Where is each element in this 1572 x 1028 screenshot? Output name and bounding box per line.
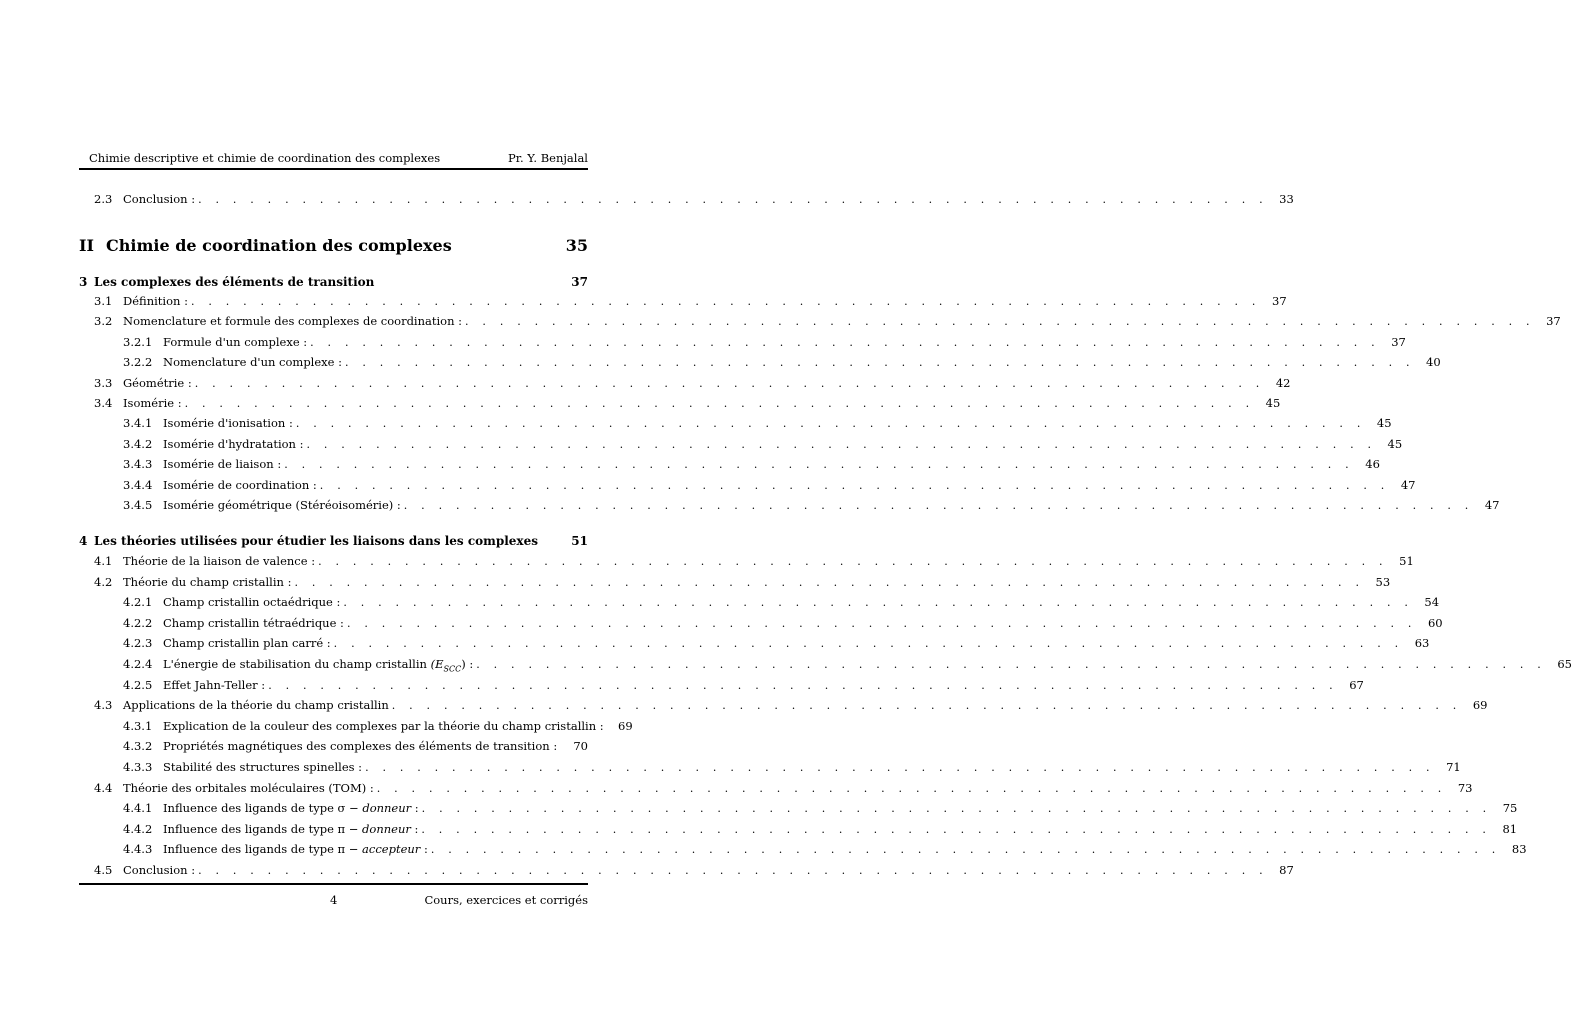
toc-entry-4-4-2[interactable] xyxy=(79,821,1518,837)
toc-entry-number: 3.2.2 xyxy=(123,355,153,370)
toc-entry-number: 3.4.2 xyxy=(123,436,153,451)
toc-entry-number: 4.4.2 xyxy=(123,821,153,836)
toc-entry-label: Effet Jahn-Teller : xyxy=(163,677,268,693)
toc-entry-label: Nomenclature d'un complexe : xyxy=(163,354,345,370)
toc-entry-page: 47 xyxy=(1400,477,1416,492)
toc-entry-4-2-5[interactable] xyxy=(79,677,1364,693)
toc-leader-dots: . . . . . . . . . . . . . . . . . . . . . . . . . . . . . . . . . . . . . . . . . . . . . . . . . . . . . . . . . . . . . . xyxy=(294,575,1365,589)
toc-entry-number: 3.4.5 xyxy=(123,498,153,512)
toc-entry-number: 2.3 xyxy=(94,192,113,206)
header-author: Pr. Y. Benjalal xyxy=(507,151,588,165)
toc-entry-label: Influence des ligands de type σ − donneur : xyxy=(163,800,422,816)
toc-entry-label: Explication de la couleur des complexes par la théorie du champ cristallin : xyxy=(163,718,607,734)
toc-entry-label: Champ cristallin plan carré : xyxy=(163,635,334,651)
toc-entry-number: 4.1 xyxy=(94,554,113,568)
toc-entry-4-3-3[interactable] xyxy=(79,759,1461,775)
header-rule xyxy=(79,168,588,170)
toc-entry-number: 4.2 xyxy=(94,574,113,589)
toc-entry-label: Influence des ligands de type π − donneur : xyxy=(163,821,421,837)
toc-leader-dots: . . . . . . . . . . . . . . . . . . . . . . . . . . . . . . . . . . . . . . . . . . . . . . . . . . . . . . . . . . . . . . xyxy=(391,699,1462,713)
toc-entry-label: Isomérie de liaison : xyxy=(163,456,284,472)
toc-entry-number: 4.2.2 xyxy=(123,615,153,630)
toc-entry-page: 87 xyxy=(1279,863,1294,877)
toc-entry-3-4-5[interactable] xyxy=(79,497,1500,513)
toc-entry-number: 3.4.1 xyxy=(123,416,153,431)
toc-entry-page: 69 xyxy=(1472,698,1488,713)
toc-entry-label: Isomérie d'hydratation : xyxy=(163,436,307,452)
toc-leader-dots: . . . . . . . . . . . . . . . . . . . . . . . . . . . . . . . . . . . . . . . . . . . . . . . . . . . . . . . . . . . . . . xyxy=(190,295,1261,308)
toc-entry-label: Définition : xyxy=(123,293,191,309)
toc-entry-label: Formule d'un complexe : xyxy=(163,334,310,350)
toc-entry-number: 3.4.3 xyxy=(123,457,153,472)
toc-leader-dots: . . . . . . . . . . . . . . . . . . . . . . . . . . . . . . . . . . . . . . . . . . . . . . . . . . . . . . . . . . . . . . xyxy=(376,781,1447,795)
toc-entry-page: 33 xyxy=(1279,192,1294,206)
toc-entry-page: 73 xyxy=(1457,780,1473,795)
toc-entry-3-2-2[interactable] xyxy=(79,354,1441,370)
toc-entry-4-3[interactable] xyxy=(79,697,1488,713)
toc-entry-number: 4.3 xyxy=(94,698,113,713)
toc-entry-label: Géométrie : xyxy=(123,375,195,391)
toc-entry-page: 42 xyxy=(1275,375,1291,390)
toc-entry-page: 45 xyxy=(1387,436,1403,451)
toc-leader-dots: . . . . . . . . . . . . . . . . . . . . . . . . . . . . . . . . . . . . . . . . . . . . . . . . . . . . . . . . . . . . . . xyxy=(430,843,1501,857)
toc-entry-number: 4.3.2 xyxy=(123,739,153,754)
toc-entry-number: 3.4.4 xyxy=(123,477,153,492)
toc-entry-label: Influence des ligands de type π − accepteur : xyxy=(163,841,431,857)
toc-entry-label: Champ cristallin tétraédrique : xyxy=(163,615,347,631)
part-page: 35 xyxy=(565,236,588,255)
toc-entry-3-2-1[interactable] xyxy=(79,334,1406,350)
toc-entry-4-4[interactable] xyxy=(79,780,1473,796)
toc-leader-dots: . . . . . . . . . . . . . . . . . . . . . . . . . . . . . . . . . . . . . . . . . . . . . . . . . . . . . . . . . . . . . . xyxy=(476,658,1546,671)
toc-entry-3-3[interactable] xyxy=(79,375,1291,391)
part-title: Chimie de coordination des complexes xyxy=(106,236,452,255)
toc-entry-page: 65 xyxy=(1557,657,1572,671)
toc-entry-4-3-2[interactable] xyxy=(79,738,588,754)
toc-entry-page: 70 xyxy=(573,739,588,754)
toc-entry-4-4-1[interactable] xyxy=(79,800,1518,816)
toc-entry-number: 4.4 xyxy=(94,780,113,795)
toc-entry-4-1[interactable] xyxy=(79,553,1414,569)
toc-entry-3-4[interactable] xyxy=(79,395,1281,411)
toc-entry-3-1[interactable] xyxy=(79,293,1287,309)
toc-entry-page: 40 xyxy=(1426,355,1441,370)
toc-entry-page: 60 xyxy=(1427,615,1443,630)
toc-entry-page: 46 xyxy=(1365,457,1380,472)
toc-entry-number: 4.4.3 xyxy=(123,842,153,857)
toc-entry-4-4-3[interactable] xyxy=(79,841,1527,857)
toc-entry-label: Applications de la théorie du champ cristallin xyxy=(123,697,392,713)
toc-entry-number: 4.5 xyxy=(94,863,113,877)
toc-entry-page: 45 xyxy=(1376,416,1392,431)
toc-entry-label: Théorie des orbitales moléculaires (TOM) : xyxy=(123,780,377,796)
running-header xyxy=(79,151,588,165)
toc-entry-label: Stabilité des structures spinelles : xyxy=(163,759,365,775)
toc-entry-page: 47 xyxy=(1484,498,1500,512)
toc-entry-page: 54 xyxy=(1424,595,1440,610)
toc-entry-page: 51 xyxy=(1399,554,1414,568)
toc-part-II[interactable] xyxy=(79,235,588,257)
toc-entry-label: Propriétés magnétiques des complexes des éléments de transition : xyxy=(163,738,560,754)
toc-entry-4-2-1[interactable] xyxy=(79,594,1440,610)
toc-entry-page: 81 xyxy=(1502,821,1518,836)
chapter-title: Les théories utilisées pour étudier les liaisons dans les complexes xyxy=(94,534,538,548)
toc-entry-page: 71 xyxy=(1446,760,1461,774)
toc-leader-dots: . . . . . . . . . . . . . . . . . . . . . . . . . . . . . . . . . . . . . . . . . . . . . . . . . . . . . . . . . . . . . . xyxy=(318,555,1388,568)
toc-entry-4-2-2[interactable] xyxy=(79,615,1443,631)
toc-entry-3-4-1[interactable] xyxy=(79,415,1392,431)
toc-entry-number: 4.2.3 xyxy=(123,636,153,651)
toc-leader-dots: . . . . . . . . . . . . . . . . . . . . . . . . . . . . . . . . . . . . . . . . . . . . . . . . . . . . . . . . . . . . . . xyxy=(284,458,1354,472)
toc-entry-number: 4.3.1 xyxy=(123,718,153,733)
toc-entry-number: 4.2.4 xyxy=(123,657,153,671)
toc-entry-page: 83 xyxy=(1511,842,1527,857)
toc-leader-dots: . . . . . . . . . . . . . . . . . . . . . . . . . . . . . . . . . . . . . . . . . . . . . . . . . . . . . . . . . . . . . . xyxy=(295,417,1366,431)
toc-entry-label: Isomérie : xyxy=(123,395,185,411)
chapter-number: 4 xyxy=(79,534,88,548)
footer-note: Cours, exercices et corrigés xyxy=(424,893,588,907)
toc-leader-dots: . . . . . . . . . . . . . . . . . . . . . . . . . . . . . . . . . . . . . . . . . . . . . . . . . . . . . . . . . . . . . . xyxy=(421,822,1492,836)
toc-leader-dots: . . . . . . . . . . . . . . . . . . . . . . . . . . . . . . . . . . . . . . . . . . . . . . . . . . . . . . . . . . . . . . xyxy=(319,478,1390,492)
toc-entry-label: Théorie du champ cristallin : xyxy=(123,574,294,590)
toc-entry-number: 3.2 xyxy=(94,314,113,329)
toc-leader-dots: . . . . . . . . . . . . . . . . . . . . . . . . . . . . . . . . . . . . . . . . . . . . . . . . . . . . . . . . . . . . . . xyxy=(310,335,1380,349)
toc-entry-number: 4.2.5 xyxy=(123,677,153,692)
footer-rule xyxy=(79,883,588,885)
toc-entry-number: 3.4 xyxy=(94,396,113,410)
toc-entry-3-4-4[interactable] xyxy=(79,477,1416,493)
toc-chapter-4[interactable] xyxy=(79,533,588,549)
toc-entry-page: 37 xyxy=(1391,334,1406,349)
toc-leader-dots: . . . . . . . . . . . . . . . . . . . . . . . . . . . . . . . . . . . . . . . . . . . . . . . . . . . . . . . . . . . . . . xyxy=(268,678,1338,692)
toc-entry-number: 4.4.1 xyxy=(123,801,153,816)
part-number: II xyxy=(79,236,94,255)
toc-leader-dots: . . . . . . . . . . . . . . . . . . . . . . . . . . . . . . . . . . . . . . . . . . . . . . . . . . . . . . . . . . . . . . xyxy=(345,356,1415,370)
chapter-title: Les complexes des éléments de transition xyxy=(94,275,375,289)
toc-chapter-3[interactable] xyxy=(79,274,588,290)
toc-entry-label: Isomérie de coordination : xyxy=(163,477,320,493)
toc-leader-dots: . . . . . . . . . . . . . . . . . . . . . . . . . . . . . . . . . . . . . . . . . . . . . . . . . . . . . . . . . . . . . . xyxy=(421,802,1492,816)
toc-leader-dots: . . . . . . . . . . . . . . . . . . . . . . . . . . . . . . . . . . . . . . . . . . . . . . . . . . . . . . . . . . . . . . xyxy=(403,499,1474,512)
chapter-page: 37 xyxy=(571,275,588,289)
toc-leader-dots: . . . . . . . . . . . . . . . . . . . . . . . . . . . . . . . . . . . . . . . . . . . . . . . . . . . . . . . . . . . . . . xyxy=(306,437,1377,451)
toc-entry-3-2[interactable] xyxy=(79,313,1561,329)
toc-entry-4-2[interactable] xyxy=(79,574,1391,590)
toc-entry-3-4-2[interactable] xyxy=(79,436,1403,452)
toc-entry-label: Nomenclature et formule des complexes de coordination : xyxy=(123,313,465,329)
toc-entry-4-2-3[interactable] xyxy=(79,635,1430,651)
toc-entry-number: 3.2.1 xyxy=(123,334,153,349)
running-footer xyxy=(79,893,588,907)
toc-entry-number: 4.3.3 xyxy=(123,760,153,774)
toc-entry-label: Isomérie géométrique (Stéréoisomérie) : xyxy=(163,497,404,513)
toc-leader-dots: . . . . . . . . . . . . . . . . . . . . . . . . . . . . . . . . . . . . . . . . . . . . . . . . . . . . . . . . . . . . . . xyxy=(198,193,1268,206)
toc-leader-dots: . . . . . . . . . . . . . . . . . . . . . . . . . . . . . . . . . . . . . . . . . . . . . . . . . . . . . . . . . . . . . . xyxy=(194,376,1265,390)
toc-entry-page: 69 xyxy=(618,718,633,733)
toc-leader-dots: . . . . . . . . . . . . . . . . . . . . . . . . . . . . . . . . . . . . . . . . . . . . . . . . . . . . . . . . . . . . . . xyxy=(346,616,1417,630)
toc-entry-page: 75 xyxy=(1502,801,1518,816)
toc-leader-dots: . . . . . . . . . . . . . . . . . . . . . . . . . . . . . . . . . . . . . . . . . . . . . . . . . . . . . . . . . . . . . . xyxy=(365,761,1435,774)
chapter-number: 3 xyxy=(79,275,88,289)
toc-leader-dots: . . . . . . . . . . . . . . . . . . . . . . . . . . . . . . . . . . . . . . . . . . . . . . . . . . . . . . . . . . . . . . xyxy=(465,315,1535,329)
toc-leader-dots: . . . . . . . . . . . . . . . . . . . . . . . . . . . . . . . . . . . . . . . . . . . . . . . . . . . . . . . . . . . . . . xyxy=(198,864,1268,877)
toc-entry-label: Champ cristallin octaédrique : xyxy=(163,594,343,610)
toc-entry-number: 4.2.1 xyxy=(123,595,153,610)
toc-entry-page: 37 xyxy=(1272,294,1287,308)
toc-leader-dots: . . . . . . . . . . . . . . . . . . . . . . . . . . . . . . . . . . . . . . . . . . . . . . . . . . . . . . . . . . . . . . xyxy=(333,637,1404,651)
toc-entry-page: 45 xyxy=(1265,396,1281,410)
header-title: Chimie descriptive et chimie de coordination des complexes xyxy=(89,151,441,165)
toc-entry-page: 67 xyxy=(1349,677,1364,692)
chapter-page: 51 xyxy=(571,534,588,548)
toc-leader-dots: . . . . . . . . . . . . . . . . . . . . . . . . . . . . . . . . . . . . . . . . . . . . . . . . . . . . . . . . . . . . . . xyxy=(184,397,1255,410)
toc-entry-page: 37 xyxy=(1546,314,1561,329)
toc-entry-page: 53 xyxy=(1375,574,1391,589)
toc-entry-number: 3.1 xyxy=(94,294,113,308)
toc-entry-label: Isomérie d'ionisation : xyxy=(163,415,296,431)
toc-entry-page: 63 xyxy=(1414,636,1430,651)
toc-leader-dots: . . . . . . . . . . . . . . . . . . . . . . . . . . . . . . . . . . . . . . . . . . . . . . . . . . . . . . . . . . . . . . xyxy=(343,596,1414,610)
toc-entry-2-3[interactable] xyxy=(79,191,1294,207)
toc-entry-label: Théorie de la liaison de valence : xyxy=(123,553,318,569)
toc-entry-label: Conclusion : xyxy=(123,862,198,878)
page-number: 4 xyxy=(330,893,338,907)
toc-entry-label: L'énergie de stabilisation du champ cristallin $(E_{SCC})$ : xyxy=(163,656,476,677)
toc-entry-3-4-3[interactable] xyxy=(79,456,1380,472)
toc-entry-4-3-1[interactable] xyxy=(79,718,633,734)
toc-entry-number: 3.3 xyxy=(94,375,113,390)
toc-entry-4-5[interactable] xyxy=(79,862,1294,878)
toc-entry-4-2-4[interactable] xyxy=(79,656,1572,674)
toc-entry-label: Conclusion : xyxy=(123,191,198,207)
